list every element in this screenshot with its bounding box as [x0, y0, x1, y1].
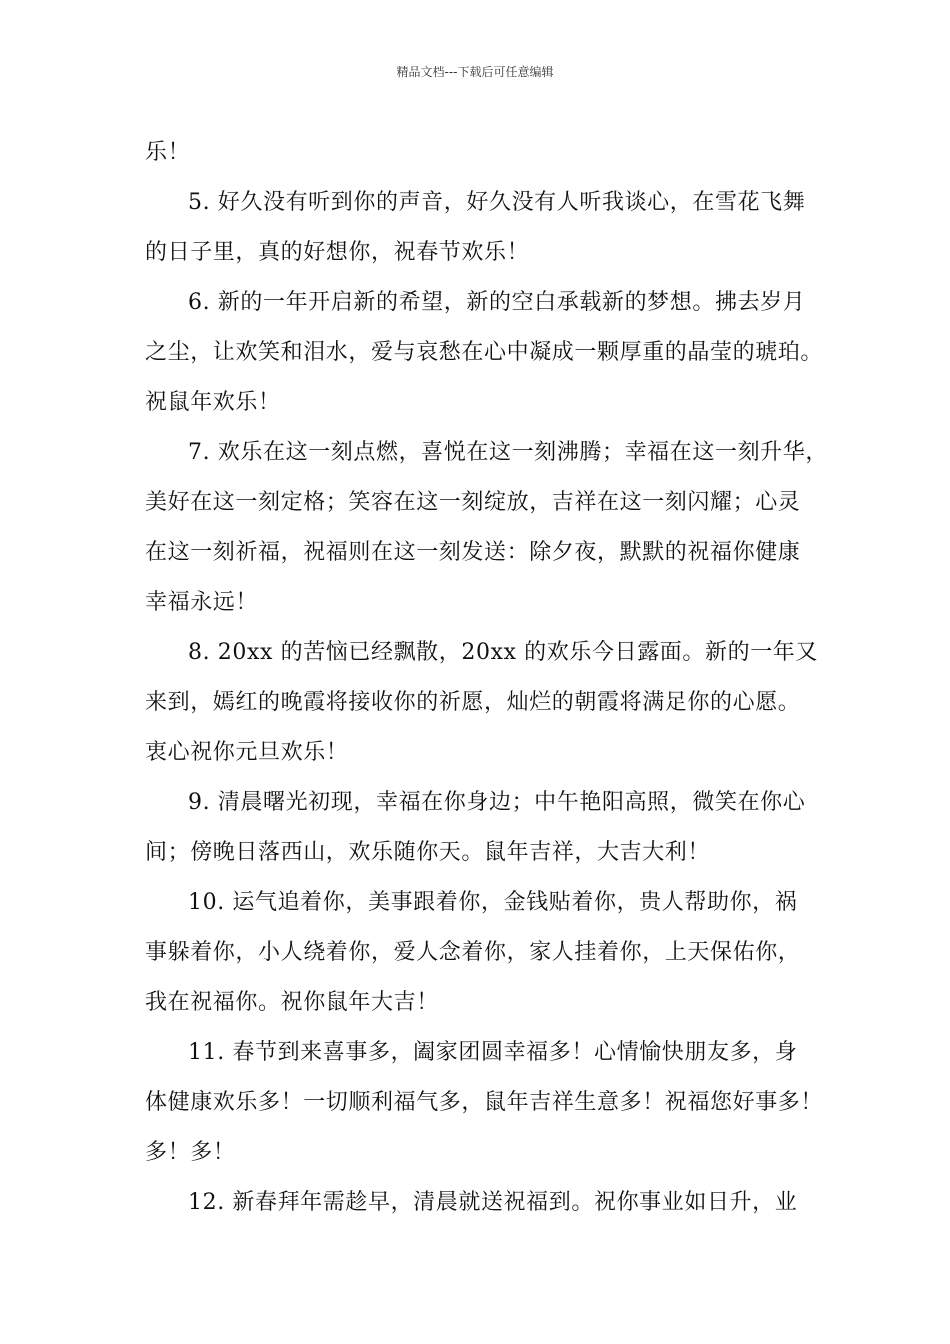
text-line: 的日子里，真的好想你，祝春节欢乐！ — [145, 240, 530, 265]
text-line: 体健康欢乐多！一切顺利福气多，鼠年吉祥生意多！祝福您好事多！ — [145, 1090, 824, 1115]
text-line: 美好在这一刻定格；笑容在这一刻绽放，吉祥在这一刻闪耀；心灵 — [145, 490, 801, 515]
document-body — [145, 128, 828, 1228]
text-line: 10. 运气追着你，美事跟着你，金钱贴着你，贵人帮助你，祸 — [188, 890, 798, 915]
text-line: 5. 好久没有听到你的声音，好久没有人听我谈心，在雪花飞舞 — [188, 190, 806, 215]
text-line: 12. 新春拜年需趁早，清晨就送祝福到。祝你事业如日升，业 — [188, 1190, 798, 1215]
text-line: 乐！ — [145, 140, 191, 165]
text-line: 衷心祝你元旦欢乐！ — [145, 740, 349, 765]
text-line: 6. 新的一年开启新的希望，新的空白承载新的梦想。拂去岁月 — [188, 290, 806, 315]
text-line: 我在祝福你。祝你鼠年大吉！ — [145, 990, 439, 1015]
text-line: 祝鼠年欢乐！ — [145, 390, 281, 415]
text-line: 多！多！ — [145, 1140, 236, 1165]
text-line: 事躲着你，小人绕着你，爱人念着你，家人挂着你，上天保佑你， — [145, 940, 801, 965]
text-line: 11. 春节到来喜事多，阖家团圆幸福多！心情愉快朋友多，身 — [188, 1040, 798, 1065]
text-line: 来到，嫣红的晚霞将接收你的祈愿，灿烂的朝霞将满足你的心愿。 — [145, 690, 801, 715]
text-line: 间；傍晚日落西山，欢乐随你天。鼠年吉祥，大吉大利！ — [145, 840, 711, 865]
text-line: 在这一刻祈福，祝福则在这一刻发送：除夕夜，默默的祝福你健康 — [145, 540, 801, 565]
text-line: 8. 20xx 的苦恼已经飘散，20xx 的欢乐今日露面。新的一年又 — [188, 640, 818, 665]
page-header: 精品文档---下载后可任意编辑 — [396, 65, 554, 79]
text-line: 9. 清晨曙光初现，幸福在你身边；中午艳阳高照，微笑在你心 — [188, 790, 806, 815]
text-line: 之尘，让欢笑和泪水，爱与哀愁在心中凝成一颗厚重的晶莹的琥珀。 — [145, 340, 824, 365]
text-line: 幸福永远！ — [145, 590, 259, 615]
text-line: 7. 欢乐在这一刻点燃，喜悦在这一刻沸腾；幸福在这一刻升华， — [188, 440, 828, 465]
